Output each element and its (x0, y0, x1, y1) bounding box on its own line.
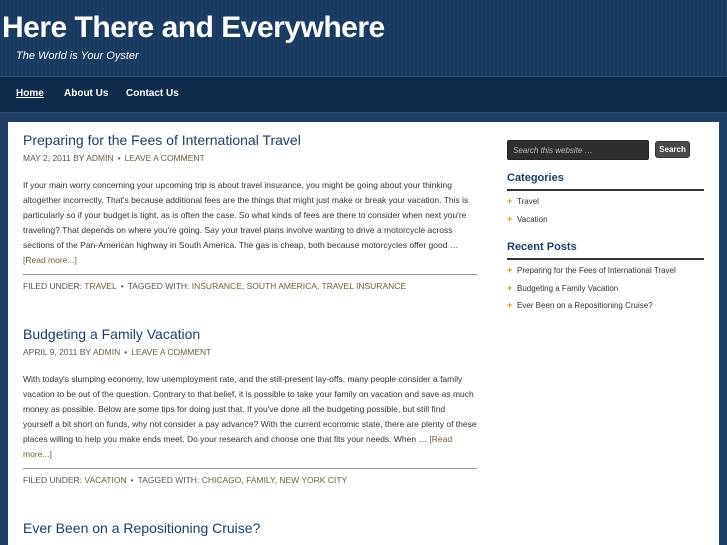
filed-under-label: FILED UNDER: (23, 280, 83, 291)
site-title-link[interactable]: Here There and Everywhere (2, 11, 385, 44)
post-info: APRIL 9, 2011 BY ADMIN • LEAVE A COMMENT (23, 347, 212, 357)
sidebar (507, 140, 707, 319)
tag-link[interactable]: FAMILY (246, 474, 275, 485)
category-item-label: Travel (517, 197, 539, 206)
read-more-link[interactable]: [Read more...] (23, 255, 77, 266)
recent-post-label: Ever Been on a Repositioning Cruise? (517, 301, 653, 310)
post-title-link[interactable]: Budgeting a Family Vacation (23, 326, 201, 342)
post-date: APRIL 9, 2011 (23, 347, 78, 357)
search-input[interactable] (507, 140, 649, 160)
categories-widget (507, 172, 707, 232)
main-nav (0, 76, 727, 113)
post-by: BY (73, 153, 85, 163)
recent-post-item[interactable] (507, 301, 707, 319)
post-title-link[interactable]: Ever Been on a Repositioning Cruise? (23, 520, 261, 536)
post-date: MAY 2, 2011 (23, 153, 71, 163)
post-meta: FILED UNDER: VACATION • TAGGED WITH: CHICAGO, FAMILY, NEW YORK CITY (23, 468, 477, 485)
tagged-with-label: TAGGED WITH: (127, 280, 190, 291)
bullet-icon: + (507, 282, 513, 293)
post-author-link[interactable]: ADMIN (86, 153, 114, 163)
post-meta: FILED UNDER: TRAVEL • TAGGED WITH: INSURANCE, SOUTH AMERICA, TRAVEL INSURANCE (23, 274, 477, 291)
leave-comment-link[interactable]: LEAVE A COMMENT (124, 153, 205, 163)
search-form (507, 140, 707, 160)
category-link[interactable]: TRAVEL (84, 280, 117, 291)
nav-item-about-us[interactable]: About Us (64, 88, 109, 99)
widget-title: Categories (507, 172, 704, 191)
post (23, 326, 477, 485)
post-by: BY (79, 347, 91, 357)
post-excerpt-text: If your main worry concerning your upcoming trip is about travel insurance, you might be going about your thinking altogether incorrectly. That's because additional fees are the things that might just make or break your vacation. This is particularly so if your budget is tight, as is often the case. So what kinds of fees are there to consider when next you're traveling? That depends on where you're going. Say your travel plans involve wanting to drive a motorcycle across sections of the Pan-American highway in South America. The gas is cheap, both because motorcycles offer good … (23, 180, 469, 251)
search-button[interactable]: Search (655, 141, 690, 158)
widget-title: Recent Posts (507, 241, 704, 260)
nav-item-home[interactable]: Home (16, 88, 44, 99)
category-item[interactable] (507, 215, 707, 233)
post-info: MAY 2, 2011 BY ADMIN • LEAVE A COMMENT (23, 153, 205, 163)
tagged-with-label: TAGGED WITH: (137, 474, 200, 485)
post (23, 132, 477, 291)
recent-post-item[interactable] (507, 266, 707, 284)
read-more-link[interactable]: [Read more...] (23, 434, 453, 460)
tag-link[interactable]: NEW YORK CITY (279, 474, 348, 485)
category-link[interactable]: VACATION (84, 474, 127, 485)
category-item[interactable] (507, 197, 707, 215)
post-excerpt (23, 178, 477, 269)
tag-link[interactable]: SOUTH AMERICA (246, 280, 317, 291)
bullet-icon: + (507, 196, 513, 206)
category-item-label: Vacation (517, 214, 548, 224)
post-excerpt-text: With today's slumping economy, low unemployment rate, and the still-present lay-offs, many people consider a family vacation to be out of the question. Contrary to that belief, it is possible to take your family on vacation and save as much money as possible. Below are some tips for doing just that. If you've done all the budgeting possible, but still find yourself a bit short on funds, why not consider a pay advance? With the current economic state, there are plenty of these places willing to help you make ends meet. Do your research and choose one that fits your needs. When … (23, 374, 477, 445)
bullet-icon: + (507, 265, 513, 275)
tag-link[interactable]: TRAVEL INSURANCE (321, 280, 407, 291)
site-header (0, 0, 727, 76)
post-excerpt (23, 372, 477, 463)
post-title-link[interactable]: Preparing for the Fees of International Travel (23, 132, 301, 148)
tag-link[interactable]: INSURANCE (191, 280, 242, 291)
recent-post-label: Budgeting a Family Vacation (517, 283, 619, 293)
bullet-icon: + (507, 213, 513, 224)
recent-post-label: Preparing for the Fees of International Travel (517, 266, 676, 275)
recent-post-item[interactable] (507, 284, 707, 302)
leave-comment-link[interactable]: LEAVE A COMMENT (131, 347, 212, 357)
site-description: The World is Your Oyster (16, 50, 139, 62)
post (23, 520, 477, 536)
filed-under-label: FILED UNDER: (23, 474, 83, 485)
recent-posts-widget (507, 241, 707, 319)
content-wrap (8, 122, 719, 545)
post-author-link[interactable]: ADMIN (92, 347, 121, 357)
nav-item-contact-us[interactable]: Contact Us (126, 88, 179, 99)
bullet-icon: + (507, 300, 513, 310)
tag-link[interactable]: CHICAGO (201, 474, 242, 485)
